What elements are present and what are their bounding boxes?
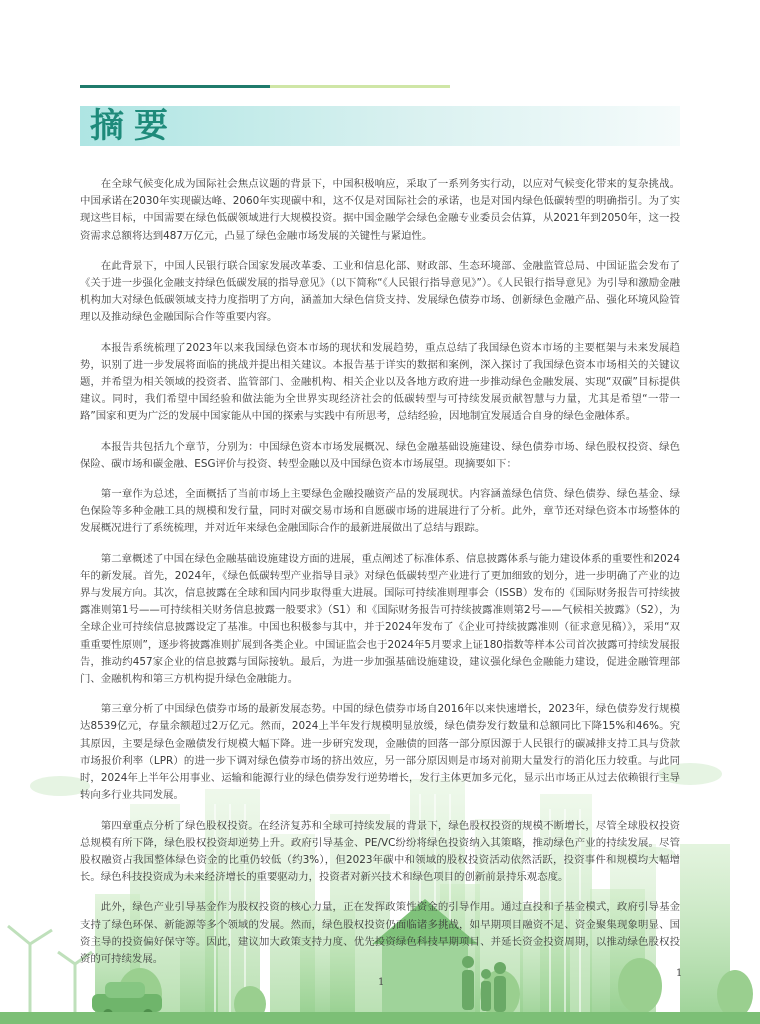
paragraph: 在全球气候变化成为国际社会焦点议题的背景下，中国积极响应，采取了一系列务实行动，以应对气候变化带来的复杂挑战。中国承诺在2030年实现碳达峰、2060年实现碳中和，这不仅是对国际社会的承诺，也是对国内绿色低碳转型的明确指引。为了实现这些目标，中国需要在绿色低碳领域进行大规模投资。据中国金融学会绿色金融专业委员会估算，从2021年到2050年，这一投资需求总额将达到487万亿元，凸显了绿色金融市场发展的关键性与紧迫性。 xyxy=(80,178,680,242)
abstract-body xyxy=(80,176,683,981)
paragraph: 第四章重点分析了绿色股权投资。在经济复苏和全球可持续发展的背景下，绿色股权投资的规模不断增长，尽管全球股权投资总规模有所下降，绿色股权投资却逆势上升。政府引导基金、PE/VC纷纷将绿色投资纳入其策略，推动绿色产业的持续发展。尽管股权融资占我国整体绿色资金的比重仍较低（约3%），但2023年碳中和领域的股权投资活动依然活跃，投资事件和规模均大幅增长。绿色科技投资成为未来经济增长的重要驱动力，投资者对新兴技术和绿色项目的创新前景持乐观态度。 xyxy=(80,819,680,884)
paragraph: 第二章概述了中国在绿色金融基础设施建设方面的进展，重点阐述了标准体系、信息披露体系与能力建设体系的重要性和2024年的新发展。首先，2024年，《绿色低碳转型产业指导目录》对绿色低碳转型产业进行了更加细致的划分，进一步明确了产业的边界与发展方向。其次，信息披露在全球和国内同步取得重大进展。国际可持续准则理事会（ISSB）发布的《国际财务报告可持续披露准则第1号——可持续相关财务信息披露一般要求》（S1）和《国际财务报告可持续披露准则第2号——气候相关披露》（S2），为全球企业可持续信息披露设定了基准。中国也积极参与其中，并于2024年发布了《企业可持续披露准则（征求意见稿）》，采用“双重重要性原则”，逐步将披露准则扩展到各类企业。中国证监会也于2024年5月要求上证180指数等样本公司首次披露可持续发展报告，推动约457家企业的信息披露与国际接轨。最后，为进一步加强基础设施建设，建议强化绿色金融能力建设，促进金融管理部门、金融机构和第三方机构提升绿色金融能力。 xyxy=(80,552,680,686)
paragraph: 在此背景下，中国人民银行联合国家发展改革委、工业和信息化部、财政部、生态环境部、金融监管总局、中国证监会发布了《关于进一步强化金融支持绿色低碳发展的指导意见》（以下简称“《人民银行指导意见》”）。《人民银行指导意见》为引导和激励金融机构加大对绿色低碳领域支持力度指明了方向，涵盖加大绿色信贷支持、发展绿色债券市场、创新绿色金融产品、强化环境风险管理以及推动绿色金融国际合作等重要内容。 xyxy=(80,259,680,324)
paragraph: 本报告系统梳理了2023年以来我国绿色资本市场的现状和发展趋势，重点总结了我国绿色资本市场的主要框架与未来发展趋势，识别了进一步发展将面临的挑战并提出相关建议。本报告基于详实的数据和案例，深入探讨了我国绿色资本市场相关的关键议题，并希望为相关领域的投资者、监管部门、金融机构、相关企业以及各地方政府进一步推动绿色金融发展、实现“双碳”目标提供建议。同时，我们希望中国经验和做法能为全世界实现经济社会的低碳转型与可持续发展贡献智慧与力量，尤其是希望“一带一路”国家和更为广泛的发展中国家能从中国的探索与实践中有所思考，总结经验，因地制宜发展适合自身的绿色金融体系。 xyxy=(80,341,680,423)
page-number-right: 1 xyxy=(676,968,683,979)
paragraph: 此外，绿色产业引导基金作为股权投资的核心力量，正在发挥政策性资金的引导作用。通过直投和子基金模式，政府引导基金支持了绿色环保、新能源等多个领域的发展。然而，绿色股权投资仍面临诸多挑战，如早期项目融资不足、资金聚集现象明显、国资主导的投资偏好保守等。因此，建议加大政策支持力度、优先投资绿色科技早期项目、并延长资金投资周期，以推动绿色股权投资的可持续发展。 xyxy=(80,901,680,965)
paragraph: 本报告共包括九个章节，分别为：中国绿色资本市场发展概况、绿色金融基础设施建设、绿色债券市场、绿色股权投资、绿色保险、碳市场和碳金融、ESG评价与投资、转型金融以及中国绿色资本市场展望。现摘要如下： xyxy=(80,440,680,470)
page-number: 1 xyxy=(378,977,385,988)
paragraph: 第一章作为总述，全面概括了当前市场上主要绿色金融投融资产品的发展现状。内容涵盖绿色信贷、绿色债券、绿色基金、绿色保险等多种金融工具的规模和发行量，同时对碳交易市场和自愿碳市场的进展进行了分析。此外，章节还对绿色资本市场整体的发展概况进行了系统梳理，并对近年来绿色金融国际合作的最新进展做出了总结与跟踪。 xyxy=(80,488,680,535)
header-rule-light xyxy=(270,85,450,88)
header-rule-dark xyxy=(80,85,270,88)
paragraph: 第三章分析了中国绿色债券市场的最新发展态势。中国的绿色债券市场自2016年以来快速增长，2023年，绿色债券发行规模达8539亿元，存量余额超过2万亿元。然而，2024上半年发行规模明显放缓，绿色债券发行数量和总额同比下降15%和46%。究其原因，主要是绿色金融债发行规模大幅下降。进一步研究发现，金融债的回落一部分原因源于人民银行的碳减排支持工具与贷款市场报价利率（LPR）的进一步下调对绿色债券市场的挤出效应，另一部分原因则是市场对前期大量发行的消化压力较重。与此同时，2024年上半年公用事业、运输和能源行业的绿色债券发行逆势增长，发行主体更加多元化，显示出市场正从过去依赖银行主导转向多行业共同发展。 xyxy=(80,703,680,802)
page-title: 摘要 xyxy=(90,106,178,146)
